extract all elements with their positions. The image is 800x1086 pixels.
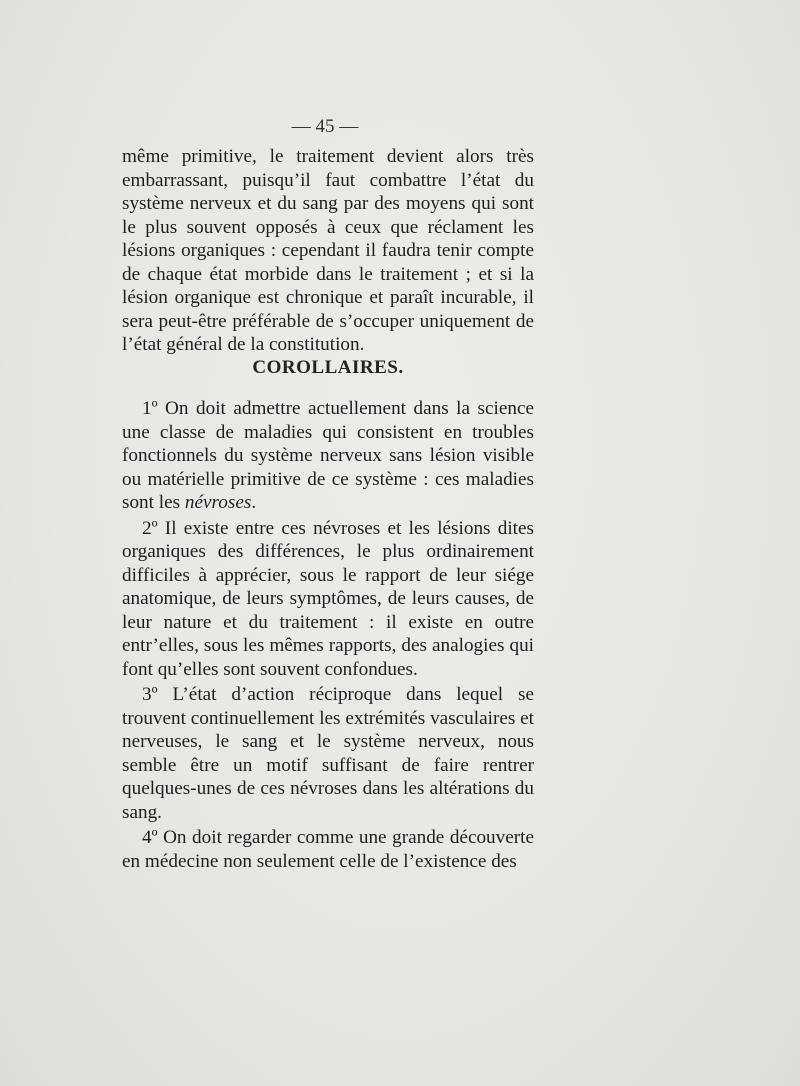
corollary-4: 4º On doit regarder comme une grande découverte en médecine non seulement celle de l’existence des	[122, 827, 534, 872]
intro-text: même primitive, le traitement devient alors très embarrassant, puisqu’il faut combattre l’état du système nerveux et du sang par des moyens qui sont le plus souvent opposés à ceux que réclament les lésions organiques : cependant il faudra tenir compte de chaque état morbide dans le traitement ; et si la lésion organique est chronique et paraît incurable, il sera peut-être préférable de s’occuper uniquement de l’état général de la constitution.	[122, 146, 534, 355]
page-number: — 45 —	[291, 116, 359, 137]
corollary-3: 3º L’état d’action réciproque dans lequel se trouvent continuellement les extrémités vasculaires et nerveuses, le sang et le système nerveux, nous semble être un motif suffisant de faire rentrer quelques-unes de ces névroses dans les altérations du sang.	[122, 684, 534, 823]
corollary-1-end: .	[251, 492, 257, 513]
corollaries-list	[122, 397, 534, 873]
corollary-2: 2º Il existe entre ces névroses et les lésions dites organiques des différences, le plus ordinairement difficiles à apprécier, sous le rapport de leur siége anatomique, de leurs symptômes, de leurs causes, de leur nature et du traitement : il existe en outre entr’elles, sous les mêmes rapports, des analogies qui font qu’elles sont souvent confondues.	[122, 517, 534, 680]
corollary-1	[122, 397, 534, 515]
intro-paragraph	[122, 145, 534, 357]
section-heading: COROLLAIRES.	[252, 357, 404, 378]
corollary-1-text: 1º On doit admettre actuellement dans la science une classe de maladies qui consistent en troubles fonctionnels du système nerveux sans lésion visible ou matérielle primitive de ce système : ces maladies sont les	[122, 398, 534, 513]
corollary-1-emphasis: névroses	[184, 492, 252, 513]
